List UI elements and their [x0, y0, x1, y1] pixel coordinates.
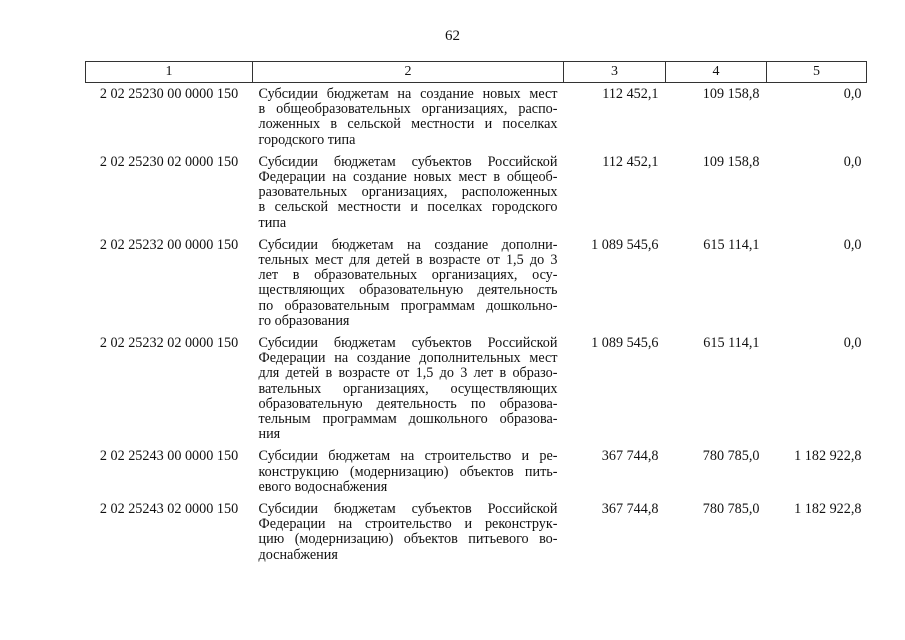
- description-line: цию (модернизацию) объектов питьевого во-: [258, 531, 558, 548]
- description-line: Субсидии бюджетам субъектов Российской: [258, 335, 558, 352]
- value-col5-cell: 1 182 922,8: [794, 501, 862, 518]
- value-col5-cell: 0,0: [843, 86, 862, 102]
- table-row: [86, 332, 867, 445]
- value-col4-cell: 615 114,1: [703, 335, 760, 352]
- description-line: Субсидии бюджетам субъектов Российской: [258, 153, 558, 170]
- value-col5-cell: 0,0: [843, 335, 862, 352]
- description-line: вательных организациях, осуществляющих: [258, 380, 558, 397]
- description-line: в общеобразовательных организациях, распо-: [258, 101, 558, 118]
- description-line: Субсидии бюджетам на создание дополни-: [258, 236, 558, 253]
- description-line: доснабжения: [258, 546, 338, 563]
- description-line: евого водоснабжения: [258, 478, 388, 495]
- value-col3-cell: 367 744,8: [601, 448, 659, 465]
- description-line: тельным программам дошкольного образова-: [258, 411, 558, 428]
- table-row: [86, 445, 867, 498]
- description-line: Федерации на создание дополнительных мест: [258, 350, 558, 367]
- description-line: ния: [258, 426, 281, 443]
- budget-code-cell: 2 02 25243 00 0000 150: [99, 448, 239, 465]
- budget-table: [85, 61, 867, 566]
- value-col3-cell: 1 089 545,6: [591, 236, 659, 253]
- budget-code-cell: 2 02 25232 00 0000 150: [99, 236, 239, 253]
- value-col5-cell: 0,0: [843, 153, 862, 170]
- description-line: лет в образовательных организациях, осу-: [258, 267, 558, 284]
- description-cell: [253, 151, 564, 234]
- column-header-5: 5: [767, 62, 867, 83]
- budget-code-cell: 2 02 25230 00 0000 150: [99, 86, 239, 102]
- description-line: ществляющих образовательную деятельность: [258, 282, 558, 299]
- description-line: тельных мест для детей в возрасте от 1,5 до 3: [258, 252, 558, 269]
- description-line: Субсидии бюджетам на создание новых мест: [258, 86, 558, 102]
- value-col3-cell: 112 452,1: [602, 153, 659, 170]
- description-line: разовательных организациях, расположенных: [258, 184, 558, 201]
- value-col3-cell: 1 089 545,6: [591, 335, 659, 352]
- value-col4-cell: 109 158,8: [702, 86, 760, 102]
- budget-code-cell: 2 02 25243 02 0000 150: [99, 501, 239, 518]
- column-header-3: 3: [564, 62, 666, 83]
- description-line: по образовательным программам дошкольно-: [258, 297, 558, 314]
- description-cell: [253, 445, 564, 498]
- column-header-1: 1: [86, 62, 253, 83]
- description-line: ложенных в сельской местности и поселках: [258, 116, 558, 133]
- table-row: [86, 151, 867, 234]
- value-col3-cell: 367 744,8: [601, 501, 659, 518]
- value-col4-cell: 780 785,0: [702, 448, 760, 465]
- description-cell: [253, 332, 564, 445]
- description-line: Субсидии бюджетам на строительство и ре-: [258, 448, 558, 465]
- column-header-4: 4: [666, 62, 767, 83]
- description-line: городского типа: [258, 131, 356, 148]
- column-header-2: 2: [253, 62, 564, 83]
- value-col3-cell: 112 452,1: [602, 86, 659, 102]
- description-line: Федерации на строительство и реконструк-: [258, 516, 558, 533]
- table-header-row: [86, 62, 867, 83]
- table-row: [86, 234, 867, 332]
- description-line: типа: [258, 214, 287, 231]
- table-row: [86, 498, 867, 566]
- value-col5-cell: 0,0: [843, 236, 862, 253]
- description-line: Субсидии бюджетам субъектов Российской: [258, 501, 558, 518]
- description-cell: [253, 83, 564, 151]
- budget-code-cell: 2 02 25232 02 0000 150: [99, 335, 239, 352]
- table-body: [86, 83, 867, 566]
- description-line: в сельской местности и поселках городского: [258, 199, 558, 216]
- description-line: для детей в возрасте от 1,5 до 3 лет в образо-: [258, 365, 558, 382]
- table-row: [86, 83, 867, 151]
- description-cell: [253, 498, 564, 566]
- value-col5-cell: 1 182 922,8: [794, 448, 862, 465]
- budget-code-cell: 2 02 25230 02 0000 150: [99, 153, 239, 170]
- description-line: го образования: [258, 312, 350, 329]
- value-col4-cell: 615 114,1: [703, 236, 760, 253]
- description-cell: [253, 234, 564, 332]
- value-col4-cell: 780 785,0: [702, 501, 760, 518]
- page-number: 62: [445, 28, 460, 44]
- value-col4-cell: 109 158,8: [702, 153, 760, 170]
- description-line: конструкцию (модернизацию) объектов пить-: [258, 463, 558, 480]
- description-line: образовательную деятельность по образова-: [258, 395, 558, 412]
- description-line: Федерации на создание новых мест в общеоб-: [258, 169, 558, 186]
